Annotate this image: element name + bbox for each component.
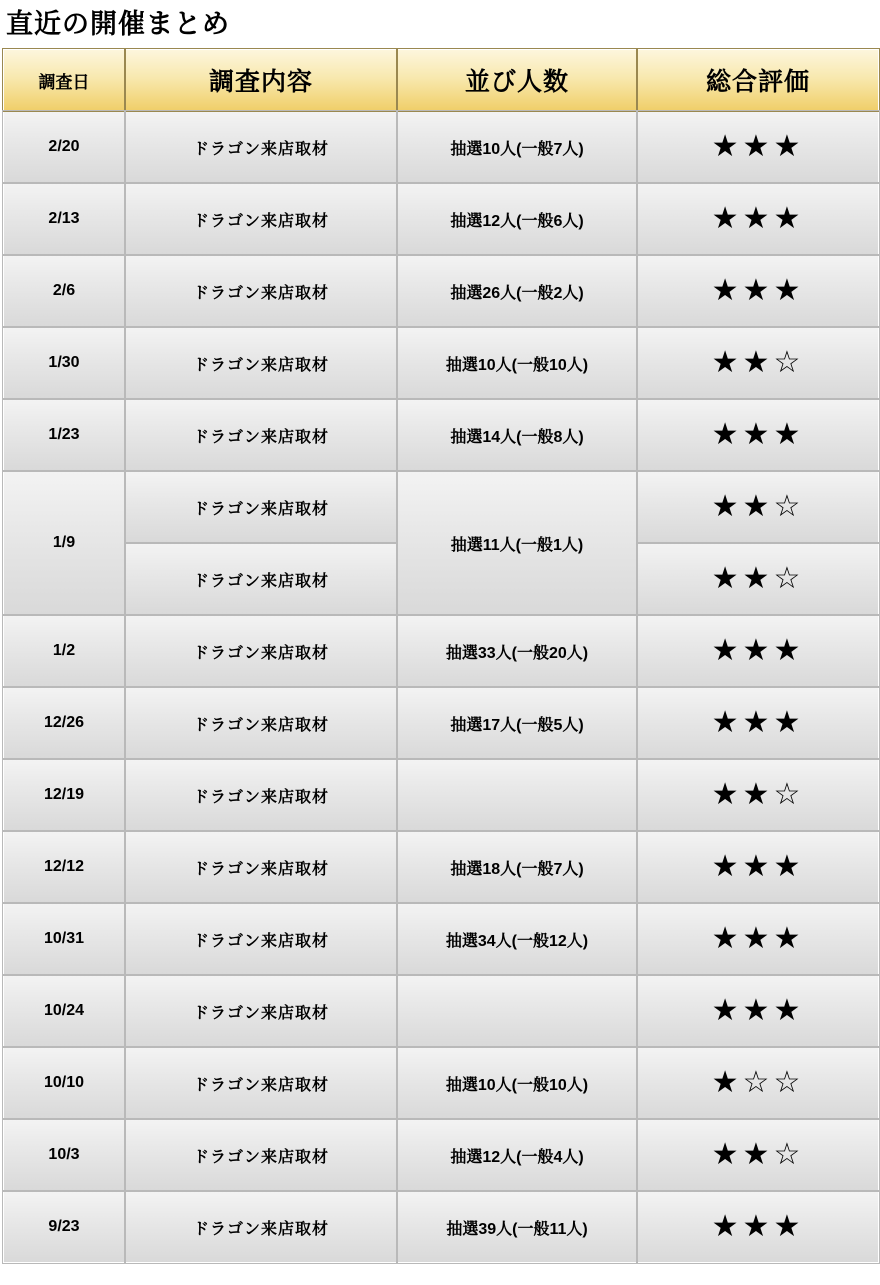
- cell-rating: ★★★: [637, 831, 879, 903]
- page-title: 直近の開催まとめ: [6, 9, 230, 39]
- cell-content: ドラゴン来店取材: [125, 471, 397, 543]
- cell-people: 抽選11人(一般1人): [397, 471, 637, 615]
- cell-rating: ★★★: [637, 183, 879, 255]
- table-row: [3, 975, 879, 1047]
- cell-content: ドラゴン来店取材: [125, 543, 397, 615]
- cell-content: ドラゴン来店取材: [125, 759, 397, 831]
- table-row-split-upper: [3, 471, 879, 543]
- cell-date: 12/26: [3, 687, 125, 759]
- cell-date: 10/31: [3, 903, 125, 975]
- cell-content: ドラゴン来店取材: [125, 687, 397, 759]
- cell-content: ドラゴン来店取材: [125, 255, 397, 327]
- table-row: [3, 399, 879, 471]
- cell-date: 12/12: [3, 831, 125, 903]
- table-row: [3, 1191, 879, 1263]
- cell-rating: ★★★: [637, 1191, 879, 1263]
- cell-date: 10/3: [3, 1119, 125, 1191]
- cell-content: ドラゴン来店取材: [125, 111, 397, 183]
- cell-rating: ★★☆: [637, 543, 879, 615]
- column-header-date: 調査日: [3, 49, 125, 111]
- cell-rating: ★☆☆: [637, 1047, 879, 1119]
- cell-content: ドラゴン来店取材: [125, 399, 397, 471]
- cell-content: ドラゴン来店取材: [125, 327, 397, 399]
- cell-date: 1/23: [3, 399, 125, 471]
- cell-date: 9/23: [3, 1191, 125, 1263]
- cell-content: ドラゴン来店取材: [125, 903, 397, 975]
- cell-rating: ★★☆: [637, 471, 879, 543]
- cell-people: 抽選17人(一般5人): [397, 687, 637, 759]
- table-body: [3, 111, 879, 1263]
- cell-rating: ★★★: [637, 975, 879, 1047]
- table-row: [3, 111, 879, 183]
- table-header-row: [3, 49, 879, 111]
- cell-content: ドラゴン来店取材: [125, 975, 397, 1047]
- table-row: [3, 183, 879, 255]
- table-row: [3, 1047, 879, 1119]
- cell-rating: ★★★: [637, 687, 879, 759]
- cell-people: 抽選39人(一般11人): [397, 1191, 637, 1263]
- cell-people: 抽選10人(一般7人): [397, 111, 637, 183]
- cell-date: 12/19: [3, 759, 125, 831]
- cell-date: 1/2: [3, 615, 125, 687]
- cell-rating: ★★★: [637, 903, 879, 975]
- cell-rating: ★★☆: [637, 759, 879, 831]
- cell-date: 2/13: [3, 183, 125, 255]
- cell-rating: ★★★: [637, 399, 879, 471]
- summary-table: [2, 48, 880, 1264]
- cell-people: 抽選12人(一般6人): [397, 183, 637, 255]
- cell-content: ドラゴン来店取材: [125, 1119, 397, 1191]
- table-row: [3, 903, 879, 975]
- cell-rating: ★★★: [637, 255, 879, 327]
- column-header-rating: 総合評価: [637, 49, 879, 111]
- cell-people: [397, 759, 637, 831]
- cell-people: 抽選33人(一般20人): [397, 615, 637, 687]
- table-row: [3, 255, 879, 327]
- cell-rating: ★★★: [637, 111, 879, 183]
- cell-date: 2/20: [3, 111, 125, 183]
- cell-rating: ★★☆: [637, 1119, 879, 1191]
- cell-people: 抽選12人(一般4人): [397, 1119, 637, 1191]
- table-row: [3, 831, 879, 903]
- column-header-people: 並び人数: [397, 49, 637, 111]
- cell-people: 抽選34人(一般12人): [397, 903, 637, 975]
- cell-content: ドラゴン来店取材: [125, 1191, 397, 1263]
- cell-people: 抽選10人(一般10人): [397, 1047, 637, 1119]
- cell-date: 10/24: [3, 975, 125, 1047]
- column-header-content: 調査内容: [125, 49, 397, 111]
- cell-people: 抽選18人(一般7人): [397, 831, 637, 903]
- cell-content: ドラゴン来店取材: [125, 183, 397, 255]
- cell-content: ドラゴン来店取材: [125, 831, 397, 903]
- cell-content: ドラゴン来店取材: [125, 615, 397, 687]
- cell-content: ドラゴン来店取材: [125, 1047, 397, 1119]
- table-row: [3, 687, 879, 759]
- cell-date: 1/30: [3, 327, 125, 399]
- cell-people: 抽選14人(一般8人): [397, 399, 637, 471]
- table-row: [3, 615, 879, 687]
- cell-people: 抽選10人(一般10人): [397, 327, 637, 399]
- cell-date: 2/6: [3, 255, 125, 327]
- table-row: [3, 759, 879, 831]
- cell-date: 1/9: [3, 471, 125, 615]
- cell-people: 抽選26人(一般2人): [397, 255, 637, 327]
- cell-date: 10/10: [3, 1047, 125, 1119]
- table-row: [3, 1119, 879, 1191]
- cell-rating: ★★☆: [637, 327, 879, 399]
- cell-people: [397, 975, 637, 1047]
- cell-rating: ★★★: [637, 615, 879, 687]
- table-row: [3, 327, 879, 399]
